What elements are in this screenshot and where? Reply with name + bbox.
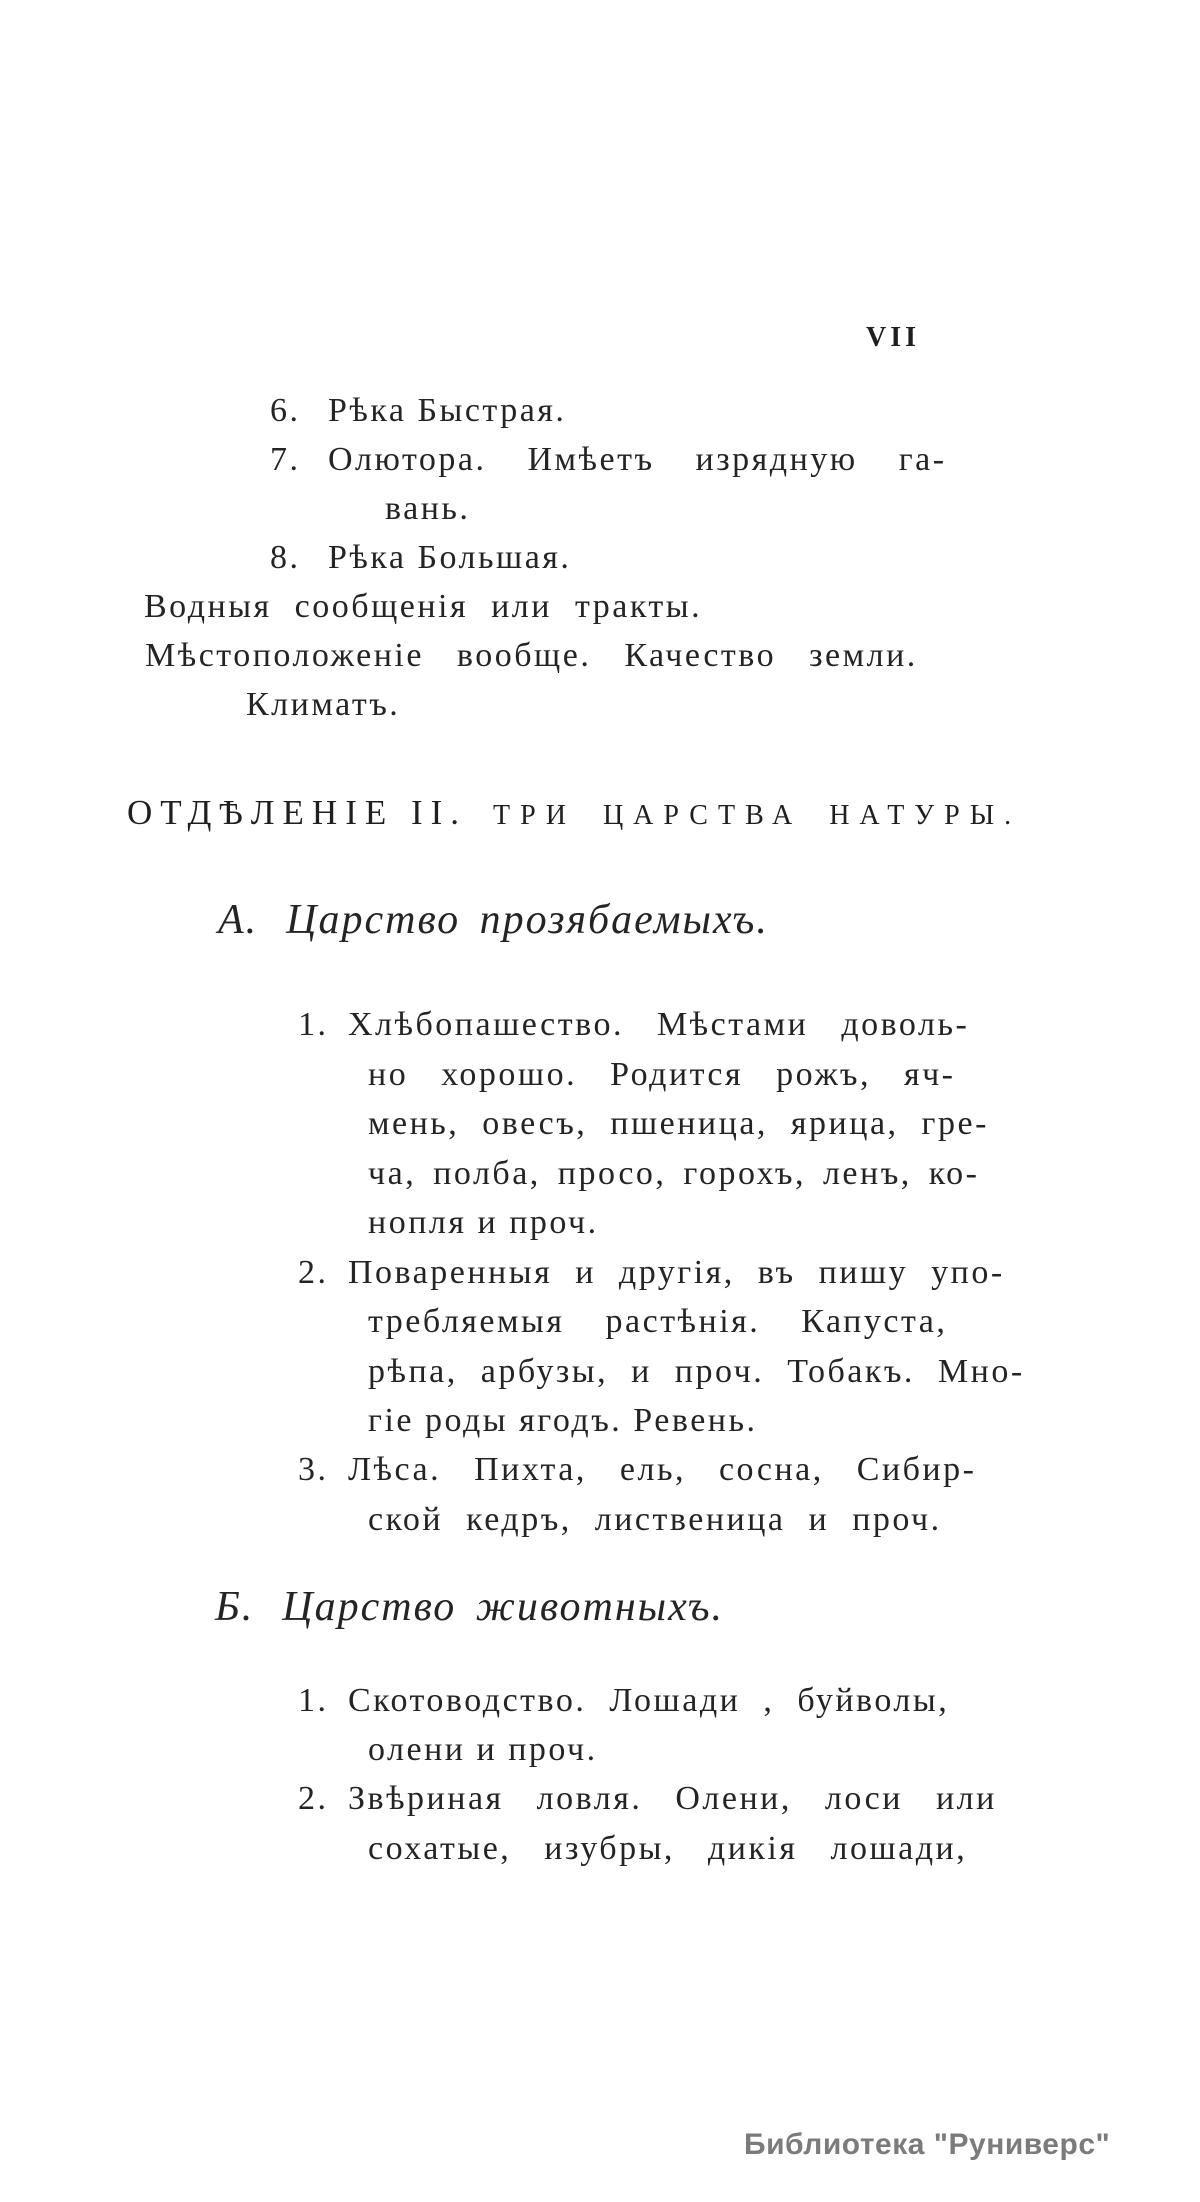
section-heading-main: ОТДѢЛЕНІЕ II.	[127, 793, 468, 832]
list-line: рѣпа, арбузы, и проч. Тобакъ. Мно-	[368, 1353, 1025, 1390]
toc-row	[246, 687, 400, 723]
list-row-continuation	[368, 1304, 947, 1340]
list-line: Скотоводство. Лошади , буйволы,	[348, 1682, 950, 1719]
list-line: ча, полба, просо, горохъ, ленъ, ко-	[368, 1155, 980, 1192]
subsection-a-label: А.	[218, 897, 259, 943]
section-heading-sub: ТРИ ЦАРСТВА НАТУРЫ.	[493, 800, 1022, 831]
list-number: 2.	[298, 1780, 329, 1817]
list-line: но хорошо. Родится рожъ, яч-	[368, 1056, 956, 1093]
list-row-continuation	[368, 1106, 989, 1142]
list-number: 2.	[298, 1254, 329, 1291]
subsection-a-title: Царство прозябаемыхъ.	[286, 897, 769, 943]
list-line: Поваренныя и другія, въ пишу упо-	[348, 1254, 1005, 1291]
toc-row	[145, 638, 918, 674]
toc-item-text: вань.	[385, 490, 471, 527]
list-row-continuation	[368, 1831, 967, 1867]
list-row-continuation	[368, 1732, 598, 1768]
list-line: олени и проч.	[368, 1731, 598, 1768]
list-row	[298, 1683, 949, 1719]
subsection-b-title: Царство животныхъ.	[282, 1584, 725, 1630]
list-row-continuation	[368, 1205, 599, 1241]
subsection-a-heading	[218, 896, 769, 944]
toc-row	[270, 442, 947, 478]
toc-item-text: Олютора. Имѣетъ изрядную га-	[328, 441, 947, 478]
toc-item-text: Климатъ.	[246, 686, 401, 723]
list-row-continuation	[368, 1502, 942, 1538]
toc-item-number: 7.	[270, 441, 301, 478]
list-row-continuation	[368, 1403, 757, 1439]
toc-row	[144, 589, 702, 625]
list-line: мень, овесъ, пшеница, ярица, гре-	[368, 1105, 989, 1142]
library-watermark: Библиотека "Руниверс"	[744, 2128, 1111, 2161]
toc-item-text: Водныя сообщенія или тракты.	[144, 588, 703, 625]
list-row	[298, 1255, 1005, 1291]
toc-item-number: 8.	[270, 539, 301, 576]
list-row-continuation	[368, 1156, 979, 1192]
list-number: 1.	[298, 1006, 329, 1043]
toc-row	[270, 540, 571, 576]
list-number: 3.	[298, 1451, 329, 1488]
list-line: нопля и проч.	[368, 1204, 599, 1241]
toc-item-number: 6.	[270, 392, 301, 429]
list-line: ской кедръ, лиственица и проч.	[368, 1501, 942, 1538]
section-heading	[127, 793, 1021, 833]
list-line: Хлѣбопашество. Мѣстами доволь-	[348, 1006, 970, 1043]
toc-row-continuation	[385, 491, 470, 527]
toc-item-text: Рѣка Большая.	[328, 539, 572, 576]
subsection-b-heading	[215, 1583, 724, 1631]
list-row	[298, 1781, 997, 1817]
list-row	[298, 1007, 969, 1043]
toc-item-text: Рѣка Быстрая.	[328, 392, 567, 429]
list-number: 1.	[298, 1682, 329, 1719]
toc-item-text: Мѣстоположеніе вообще. Качество земли.	[145, 637, 918, 674]
list-line: Лѣса. Пихта, ель, сосна, Сибир-	[348, 1451, 977, 1488]
list-line: требляемыя растѣнія. Капуста,	[368, 1303, 948, 1340]
list-line: Звѣриная ловля. Олени, лоси или	[348, 1780, 997, 1817]
toc-row	[270, 393, 566, 429]
list-line: сохатые, изубры, дикія лошади,	[368, 1830, 968, 1867]
page-number: VII	[866, 322, 921, 353]
list-row-continuation	[368, 1354, 1025, 1390]
list-line: гіе роды ягодъ. Ревень.	[368, 1402, 758, 1439]
list-row-continuation	[368, 1057, 956, 1093]
list-row	[298, 1452, 976, 1488]
subsection-b-label: Б.	[215, 1584, 255, 1630]
